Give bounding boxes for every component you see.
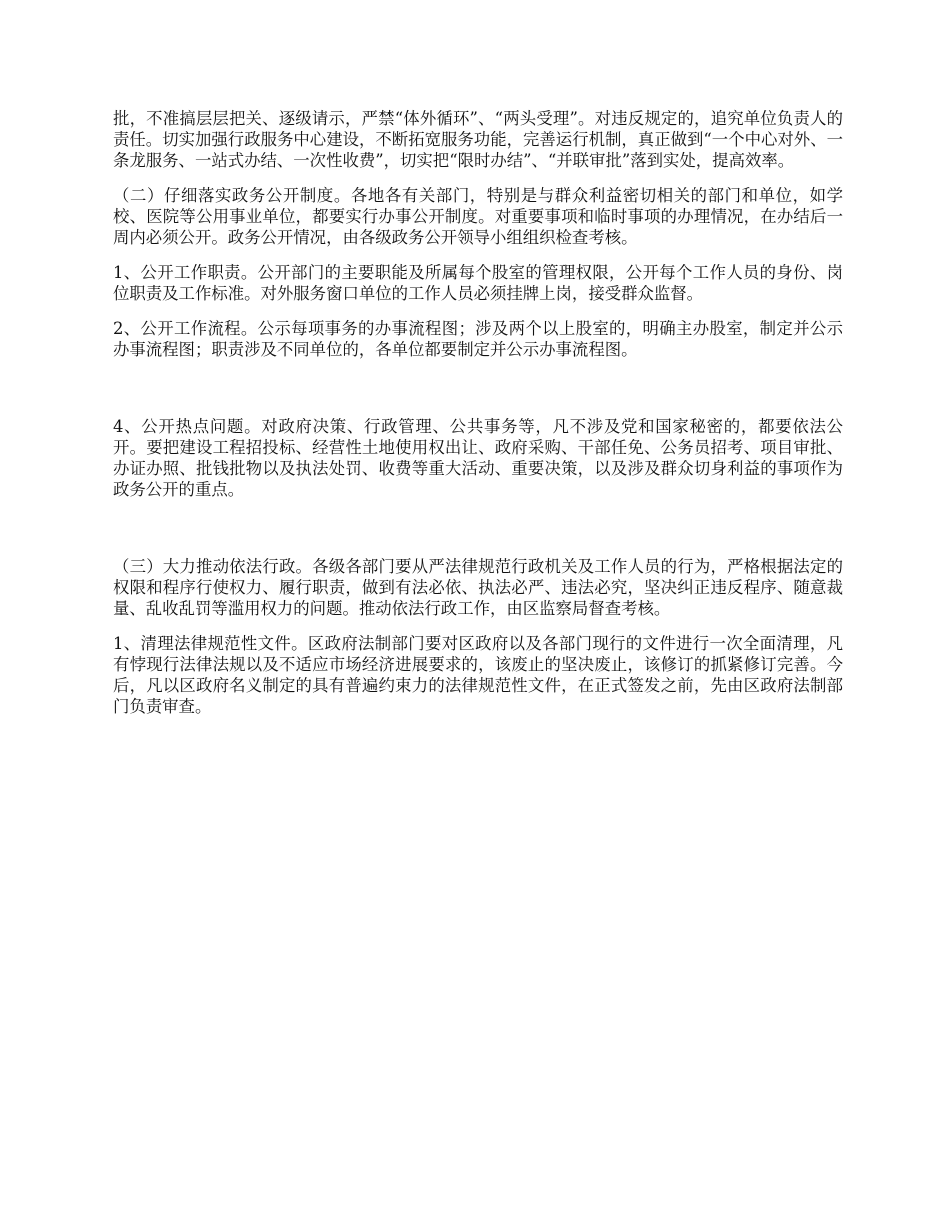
- paragraph-government-affairs-disclosure: （二）仔细落实政务公开制度。各地各有关部门，特别是与群众利益密切相关的部门和单位，如学校、医院等公用事业单位，都要实行办事公开制度。对重要事项和临时事项的办理情况，在办结后一周内必须公开。政务公开情况，由各级政务公开领导小组组织检查考核。: [113, 186, 843, 247]
- document-body: [113, 108, 843, 731]
- blank-gap: [113, 514, 843, 556]
- paragraph-administration-by-law: （三）大力推动依法行政。各级各部门要从严法律规范行政机关及工作人员的行为，严格根据法定的权限和程序行使权力、履行职责，做到有法必依、执法必严、违法必究，坚决纠正违反程序、随意裁量、乱收乱罚等滥用权力的问题。推动依法行政工作，由区监察局督查考核。: [113, 557, 843, 618]
- paragraph-disclose-workflow: 2、公开工作流程。公示每项事务的办事流程图；涉及两个以上股室的，明确主办股室，制定并公示办事流程图；职责涉及不同单位的，各单位都要制定并公示办事流程图。: [113, 319, 843, 359]
- paragraph-clean-up-regulations: 1、清理法律规范性文件。区政府法制部门要对区政府以及各部门现行的文件进行一次全面清理，凡有悖现行法律法规以及不适应市场经济进展要求的，该废止的坚决废止，该修订的抓紧修订完善。今后，凡以区政府名义制定的具有普遍约束力的法律规范性文件，在正式签发之前，先由区政府法制部门负责审查。: [113, 634, 843, 716]
- paragraph-approval-process: 批，不准搞层层把关、逐级请示，严禁“体外循环”、“两头受理”。对违反规定的，追究单位负责人的责任。切实加强行政服务中心建设，不断拓宽服务功能，完善运行机制，真正做到“一个中心对外、一条龙服务、一站式办结、一次性收费”，切实把“限时办结”、“并联审批”落到实处，提高效率。: [113, 109, 843, 170]
- paragraph-disclose-duties: 1、公开工作职责。公开部门的主要职能及所属每个股室的管理权限，公开每个工作人员的身份、岗位职责及工作标准。对外服务窗口单位的工作人员必须挂牌上岗，接受群众监督。: [113, 263, 843, 303]
- blank-gap: [113, 374, 843, 416]
- paragraph-disclose-hot-issues: 4、公开热点问题。对政府决策、行政管理、公共事务等，凡不涉及党和国家秘密的，都要依法公开。要把建设工程招投标、经营性土地使用权出让、政府采购、干部任免、公务员招考、项目审批、办证办照、批钱批物以及执法处罚、收费等重大活动、重要决策，以及涉及群众切身利益的事项作为政务公开的重点。: [113, 417, 843, 499]
